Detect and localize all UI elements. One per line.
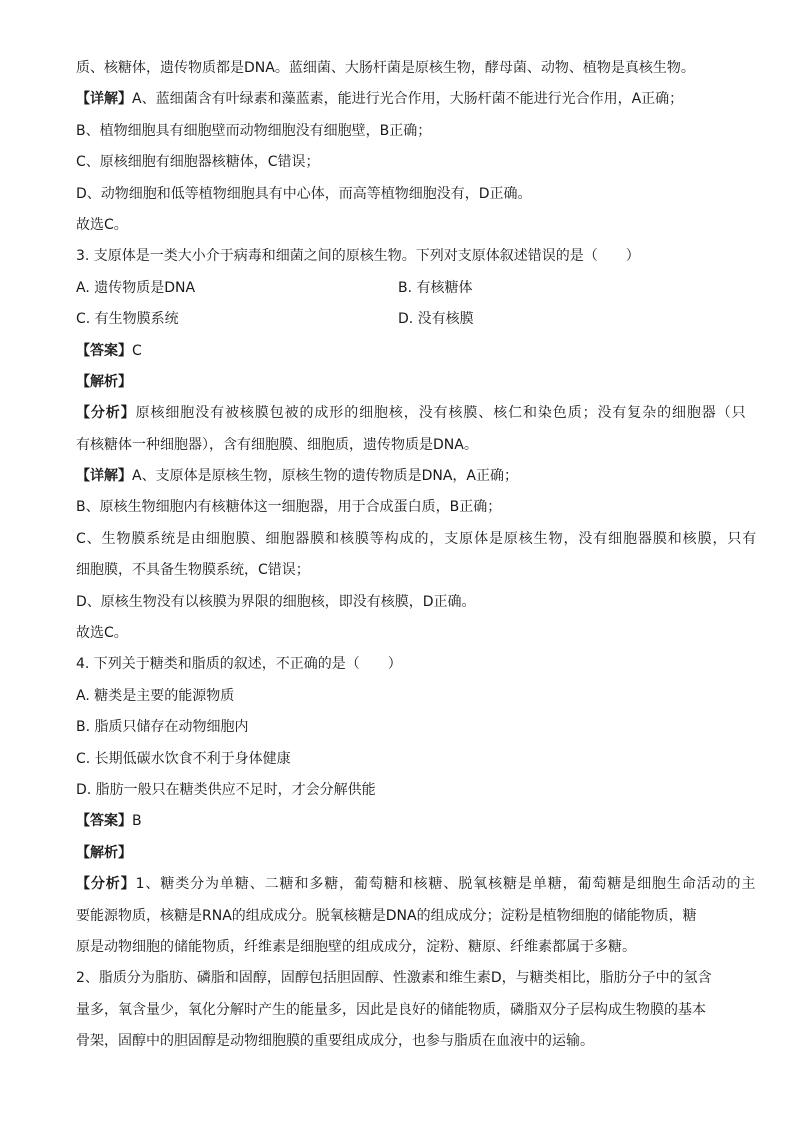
analysis-heading bbox=[76, 372, 726, 392]
detail-text: A、支原体是原核生物，原核生物的遗传物质是DNA，A正确； bbox=[132, 468, 518, 485]
text-line: D、原核生物没有以核膜为界限的细胞核，即没有核膜，D正确。 bbox=[76, 593, 476, 610]
answer-tag: 【答案】 bbox=[76, 813, 132, 830]
option-c: C. 有生物膜系统 bbox=[76, 311, 179, 328]
answer-value: B bbox=[132, 813, 142, 830]
option-b: B. 有核糖体 bbox=[398, 279, 473, 296]
option-d: D. 脂肪一般只在糖类供应不足时，才会分解供能 bbox=[76, 781, 376, 798]
text-line bbox=[76, 403, 747, 423]
answer-value: C bbox=[132, 342, 142, 359]
option-a: A. 糖类是主要的能源物质 bbox=[76, 687, 235, 704]
text-line: D、动物细胞和低等植物细胞具有中心体，而高等植物细胞没有，D正确。 bbox=[76, 185, 532, 202]
text-line: 量多，氧含量少，氧化分解时产生的能量多，因此是良好的储能物质，磷脂双分子层构成生物膜的基本 bbox=[76, 1001, 706, 1018]
text-line: B、原核生物细胞内有核糖体这一细胞器，用于合成蛋白质，B正确； bbox=[76, 499, 502, 516]
document-page bbox=[76, 58, 758, 1063]
text-line: 原是动物细胞的储能物质，纤维素是细胞壁的组成成分，淀粉、糖原、纤维素都属于多糖。 bbox=[76, 938, 636, 955]
question-3: 3. 支原体是一类大小介于病毒和细菌之间的原核生物。下列对支原体叙述错误的是（ ） bbox=[76, 248, 640, 265]
text-line bbox=[76, 874, 757, 894]
analysis-tag: 【解析】 bbox=[76, 373, 132, 390]
option-b: B. 脂质只储存在动物细胞内 bbox=[76, 719, 249, 736]
text-line: 质、核糖体，遗传物质都是DNA。蓝细菌、大肠杆菌是原核生物，酵母菌、动物、植物是真核生物。 bbox=[76, 60, 695, 76]
answer-tag: 【答案】 bbox=[76, 342, 132, 359]
options-row bbox=[76, 278, 726, 298]
conclusion-line: 故选C。 bbox=[76, 216, 128, 233]
text-line: 2、脂质分为脂肪、磷脂和固醇，固醇包括胆固醇、性激素和维生素D，与糖类相比，脂肪分子中的氢含 bbox=[76, 970, 712, 987]
analysis-text: 1、糖类分为单糖、二糖和多糖，葡萄糖和核糖、脱氧核糖是单糖，葡萄糖是细胞生命活动的主 bbox=[135, 876, 757, 893]
detail-text: A、蓝细菌含有叶绿素和藻蓝素，能进行光合作用，大肠杆菌不能进行光合作用，A正确； bbox=[132, 91, 684, 108]
text-line bbox=[76, 89, 726, 109]
text-line: 有核糖体一种细胞器），含有细胞膜、细胞质，遗传物质是DNA。 bbox=[76, 436, 478, 453]
conclusion-line: 故选C。 bbox=[76, 625, 128, 642]
text-line: 要能源物质，核糖是RNA的组成成分。脱氧核糖是DNA的组成成分；淀粉是植物细胞的储能物质，糖 bbox=[76, 907, 697, 924]
text-line: 细胞膜，不具备生物膜系统，C错误； bbox=[76, 562, 310, 579]
option-a: A. 遗传物质是DNA bbox=[76, 279, 196, 296]
text-line: C、原核细胞有细胞器核糖体，C错误； bbox=[76, 154, 320, 171]
option-d: D. 没有核膜 bbox=[398, 311, 474, 328]
text-line: C、生物膜系统是由细胞膜、细胞器膜和核膜等构成的，支原体是原核生物，没有细胞器膜和核膜，只有 bbox=[76, 530, 758, 547]
analysis-sub-tag: 【分析】 bbox=[76, 405, 136, 422]
detail-tag: 【详解】 bbox=[76, 91, 132, 108]
answer-line bbox=[76, 341, 726, 361]
question-4: 4. 下列关于糖类和脂质的叙述，不正确的是（ ） bbox=[76, 656, 402, 673]
detail-tag: 【详解】 bbox=[76, 468, 132, 485]
text-line: B、植物细胞具有细胞壁而动物细胞没有细胞壁，B正确； bbox=[76, 122, 432, 139]
analysis-heading bbox=[76, 843, 726, 863]
text-line bbox=[76, 466, 726, 486]
options-row bbox=[76, 309, 726, 329]
analysis-text: 原核细胞没有被核膜包被的成形的细胞核，没有核膜、核仁和染色质；没有复杂的细胞器（只 bbox=[135, 405, 747, 422]
text-line: 骨架，固醇中的胆固醇是动物细胞膜的重要组成成分，也参与脂质在血液中的运输。 bbox=[76, 1033, 594, 1050]
analysis-sub-tag: 【分析】 bbox=[76, 876, 136, 893]
answer-line bbox=[76, 811, 726, 831]
analysis-tag: 【解析】 bbox=[76, 844, 132, 861]
option-c: C. 长期低碳水饮食不利于身体健康 bbox=[76, 750, 291, 767]
